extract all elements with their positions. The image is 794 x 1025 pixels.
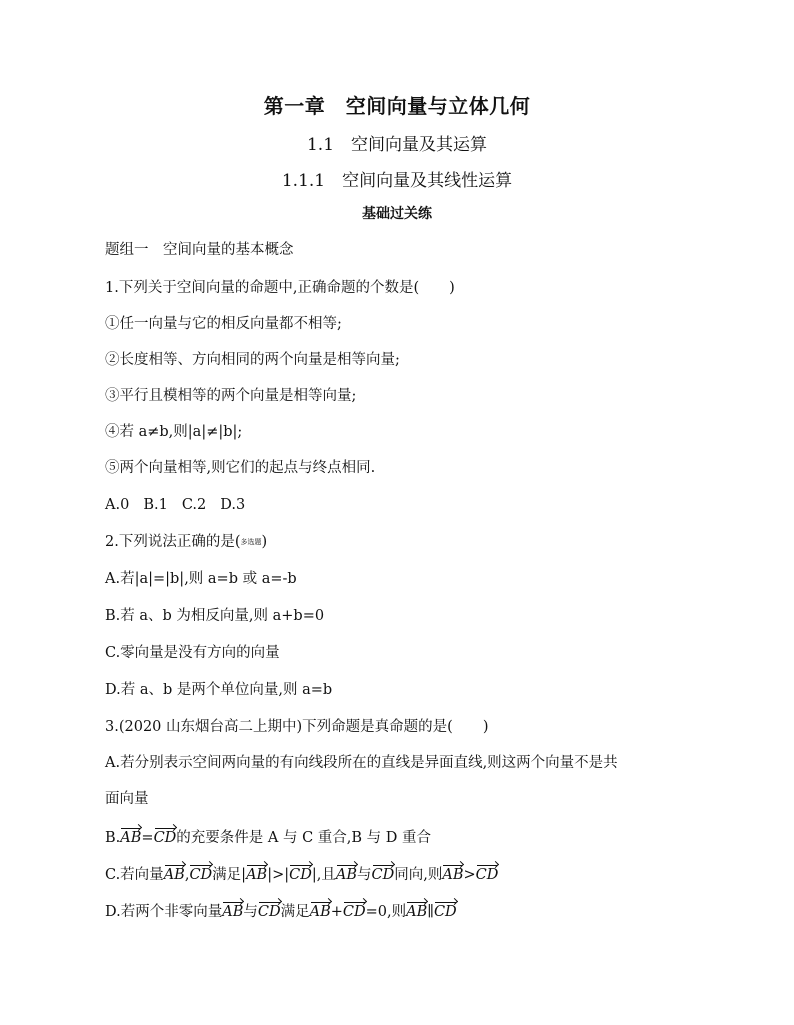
vector-cd: CD [476, 863, 499, 885]
option-text: 与 [243, 904, 258, 920]
multi-select-note: 多选题 [240, 538, 262, 546]
q2-option-a: A.若|a|=|b|,则 a=b 或 a=-b [105, 571, 297, 587]
subsection-title: 1.1.1 空间向量及其线性运算 [281, 171, 513, 191]
q1-statement-2: ②长度相等、方向相同的两个向量是相等向量; [105, 352, 400, 368]
option-text: |>| [267, 867, 290, 883]
vector-cd: CD [289, 863, 312, 885]
plus-sign: + [330, 904, 343, 920]
q3-option-a-line-2: 面向量 [105, 791, 149, 807]
q1-statement-3: ③平行且模相等的两个向量是相等向量; [105, 388, 357, 404]
q1-statement-5: ⑤两个向量相等,则它们的起点与终点相同. [105, 460, 376, 476]
q3-option-c [105, 863, 498, 885]
vector-cd: CD [434, 900, 457, 922]
vector-cd: CD [343, 900, 366, 922]
vector-cd: CD [258, 900, 281, 922]
question-3-stem [105, 717, 489, 737]
vector-ab: AB [246, 863, 267, 885]
option-text: 满足 [280, 904, 310, 920]
option-text: D.若两个非零向量 [105, 904, 223, 920]
q3-option-d [105, 900, 457, 922]
group-heading: 题组一 空间向量的基本概念 [105, 242, 294, 258]
vector-ab: AB [164, 863, 185, 885]
vector-cd: CD [154, 826, 177, 848]
q1-option-b: B.1 [143, 497, 168, 513]
q1-option-d: D.3 [220, 497, 246, 513]
q3-option-a-line-1: A.若分别表示空间两向量的有向线段所在的直线是异面直线,则这两个向量不是共 [105, 755, 618, 771]
vector-cd: CD [189, 863, 212, 885]
option-text: 满足| [212, 867, 247, 883]
q2-option-b: B.若 a、b 为相反向量,则 a+b=0 [105, 608, 325, 624]
q1-option-c: C.2 [181, 497, 207, 513]
option-text: 的充要条件是 A 与 C 重合,B 与 D 重合 [176, 830, 432, 846]
option-text: =0,则 [365, 904, 407, 920]
question-1-stem [105, 278, 455, 298]
q1-statement-4: ④若 a≠b,则|a|≠|b|; [105, 424, 243, 440]
q2-option-d: D.若 a、b 是两个单位向量,则 a=b [105, 682, 333, 698]
question-2-text: 2.下列说法正确的是( [105, 534, 241, 550]
vector-ab: AB [336, 863, 357, 885]
chapter-title: 第一章 空间向量与立体几何 [263, 94, 531, 118]
q3-option-b [105, 826, 431, 848]
section-title: 1.1 空间向量及其运算 [306, 135, 488, 155]
comma: , [184, 867, 190, 883]
question-2-close: ) [261, 534, 268, 550]
option-text: |,且 [311, 867, 336, 883]
q1-option-a: A.0 [105, 497, 130, 513]
greater-than-sign: > [463, 867, 476, 883]
vector-ab: AB [222, 900, 243, 922]
question-1-text: 1.下列关于空间向量的命题中,正确命题的个数是( [105, 280, 420, 296]
question-3-close: ) [482, 719, 489, 735]
vector-cd: CD [372, 863, 395, 885]
option-label: B. [105, 830, 121, 846]
parallel-sign: ∥ [427, 904, 434, 920]
q1-statement-1: ①任一向量与它的相反向量都不相等; [105, 316, 342, 332]
question-1-close: ) [449, 280, 455, 296]
option-text: C.若向量 [105, 867, 164, 883]
question-3-text: 3.(2020 山东烟台高二上期中)下列命题是真命题的是( [105, 719, 453, 735]
vector-ab: AB [120, 826, 141, 848]
vector-ab: AB [310, 900, 331, 922]
q1-options [105, 495, 245, 515]
q2-option-c: C.零向量是没有方向的向量 [105, 645, 280, 661]
equals-sign: = [141, 830, 154, 846]
practice-heading: 基础过关练 [362, 206, 432, 222]
vector-ab: AB [406, 900, 427, 922]
option-text: 同向,则 [394, 867, 443, 883]
question-2-stem [105, 532, 267, 552]
option-text: 与 [357, 867, 372, 883]
vector-ab: AB [442, 863, 463, 885]
